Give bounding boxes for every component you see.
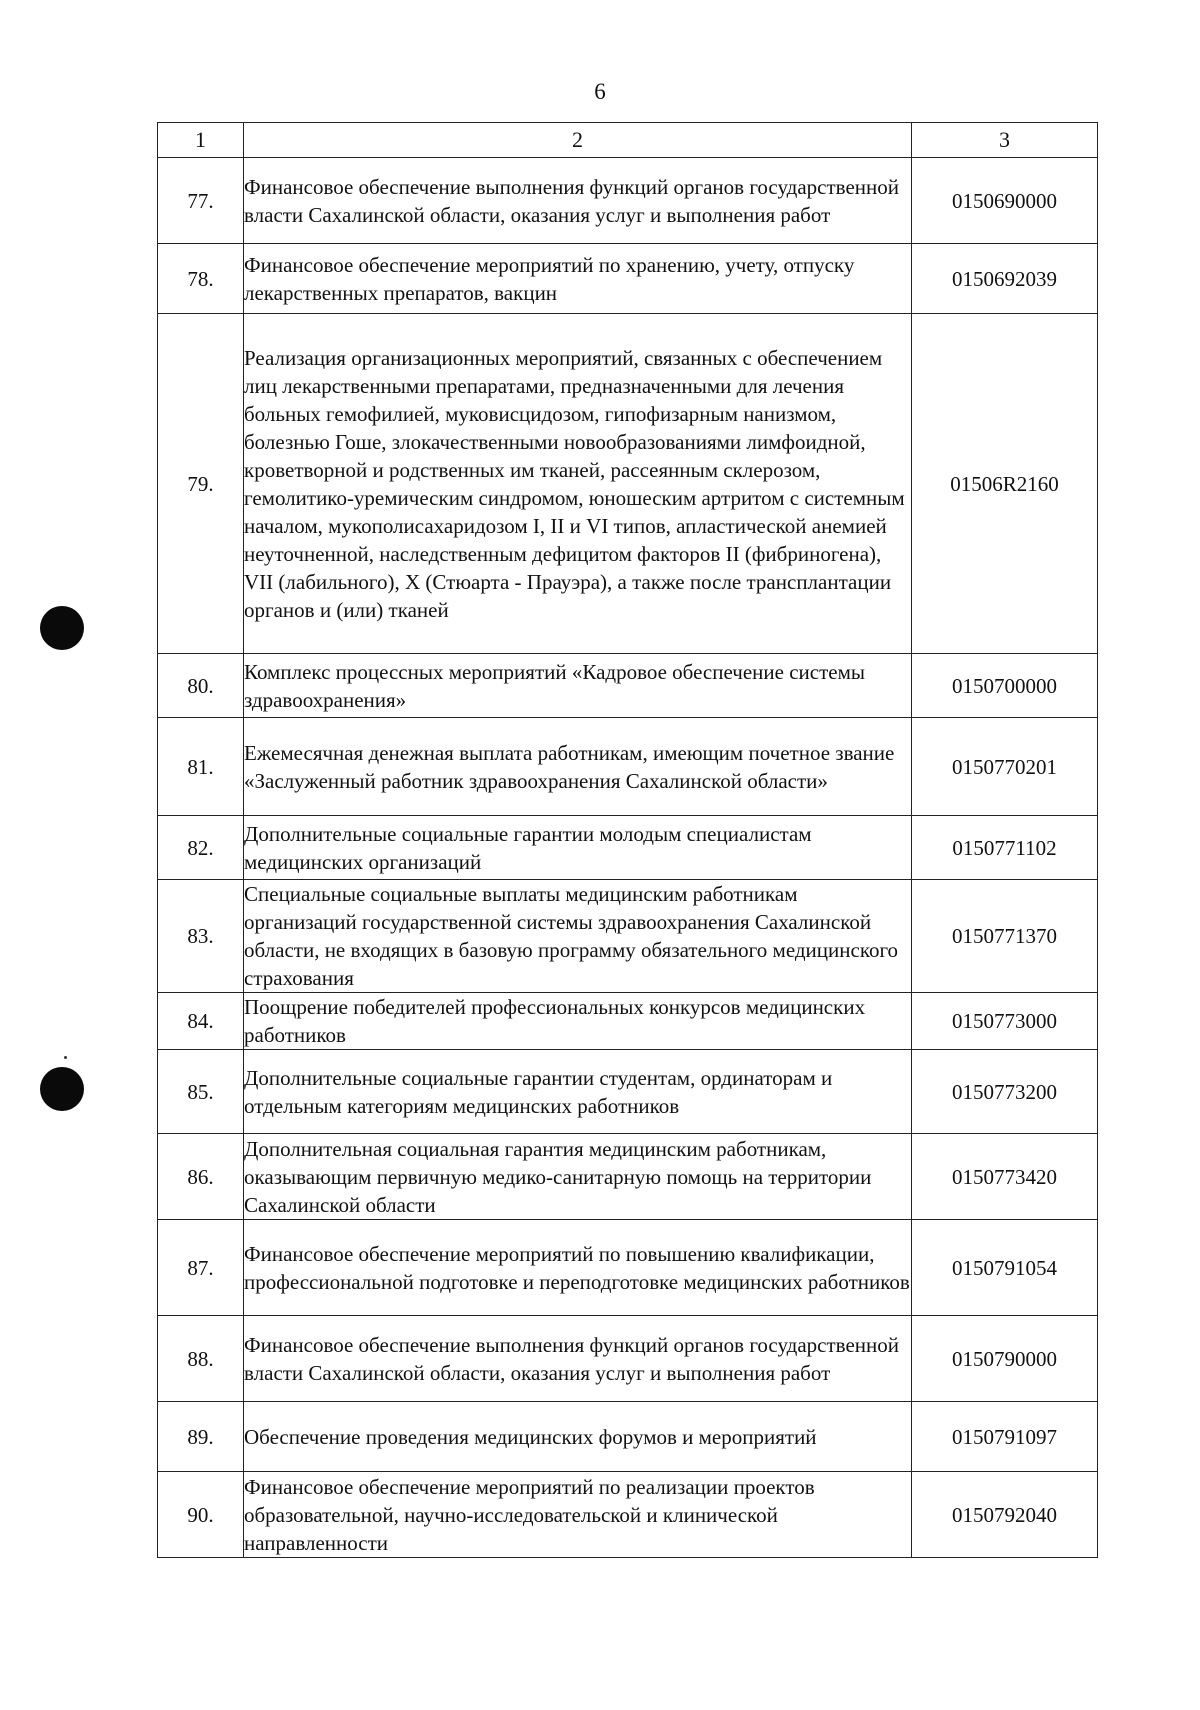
row-number: 81. (158, 718, 244, 816)
table-row (158, 718, 1098, 816)
column-header-description: 2 (244, 123, 912, 158)
row-code: 0150773200 (912, 1050, 1098, 1134)
row-number: 83. (158, 880, 244, 993)
row-description: Обеспечение проведения медицинских форумов и мероприятий (244, 1402, 912, 1472)
row-description: Поощрение победителей профессиональных конкурсов медицинских работников (244, 993, 912, 1050)
row-number: 80. (158, 654, 244, 718)
row-number: 89. (158, 1402, 244, 1472)
row-code: 0150791097 (912, 1402, 1098, 1472)
table-row (158, 654, 1098, 718)
row-code: 01506R2160 (912, 314, 1098, 654)
page-number: 6 (594, 79, 606, 104)
row-code: 0150773420 (912, 1134, 1098, 1220)
row-number: 85. (158, 1050, 244, 1134)
row-number: 77. (158, 158, 244, 244)
row-description: Финансовое обеспечение выполнения функций органов государственной власти Сахалинской области, оказания услуг и выполнения работ (244, 1316, 912, 1402)
row-number: 86. (158, 1134, 244, 1220)
table-row (158, 816, 1098, 880)
table-row (158, 1316, 1098, 1402)
row-code: 0150791054 (912, 1220, 1098, 1316)
row-number: 82. (158, 816, 244, 880)
punch-hole (40, 1067, 84, 1111)
row-code: 0150771370 (912, 880, 1098, 993)
row-code: 0150770201 (912, 718, 1098, 816)
row-description: Финансовое обеспечение мероприятий по хранению, учету, отпуску лекарственных препаратов, вакцин (244, 244, 912, 314)
scan-speck (64, 1056, 67, 1059)
table-row (158, 314, 1098, 654)
row-code: 0150773000 (912, 993, 1098, 1050)
budget-codes-table (157, 122, 1098, 1558)
row-description: Финансовое обеспечение мероприятий по реализации проектов образовательной, научно-исследовательской и клинической направленности (244, 1472, 912, 1558)
table-row (158, 1402, 1098, 1472)
row-code: 0150690000 (912, 158, 1098, 244)
table-row (158, 993, 1098, 1050)
row-code: 0150792040 (912, 1472, 1098, 1558)
row-code: 0150700000 (912, 654, 1098, 718)
row-description: Ежемесячная денежная выплата работникам, имеющим почетное звание «Заслуженный работник здравоохранения Сахалинской области» (244, 718, 912, 816)
table-row (158, 1220, 1098, 1316)
row-number: 88. (158, 1316, 244, 1402)
row-description: Комплекс процессных мероприятий «Кадровое обеспечение системы здравоохранения» (244, 654, 912, 718)
row-description: Дополнительные социальные гарантии студентам, ординаторам и отдельным категориям медицинских работников (244, 1050, 912, 1134)
table-row (158, 880, 1098, 993)
row-code: 0150692039 (912, 244, 1098, 314)
row-description: Дополнительная социальная гарантия медицинским работникам, оказывающим первичную медико-санитарную помощь на территории Сахалинской области (244, 1134, 912, 1220)
row-number: 87. (158, 1220, 244, 1316)
table-row (158, 1050, 1098, 1134)
row-description: Реализация организационных мероприятий, связанных с обеспечением лиц лекарственными препаратами, предназначенными для лечения больных гемофилией, муковисцидозом, гипофизарным нанизмом, болезнью Гоше, злокачественными новообразованиями лимфоидной, кроветворной и родственных им тканей, рассеянным склерозом, гемолитико-уремическим синдромом, юношеским артритом с системным началом, мукополисахаридозом I, II и VI типов, апластической анемией неуточненной, наследственным дефицитом факторов II (фибриногена), VII (лабильного), X (Стюарта - Прауэра), а также после трансплантации органов и (или) тканей (244, 314, 912, 654)
table-row (158, 1134, 1098, 1220)
row-number: 78. (158, 244, 244, 314)
punch-hole (40, 606, 84, 650)
row-description: Финансовое обеспечение выполнения функций органов государственной власти Сахалинской области, оказания услуг и выполнения работ (244, 158, 912, 244)
table-row (158, 158, 1098, 244)
table-row (158, 1472, 1098, 1558)
table-row (158, 244, 1098, 314)
row-code: 0150771102 (912, 816, 1098, 880)
row-code: 0150790000 (912, 1316, 1098, 1402)
table-header-row (158, 123, 1098, 158)
row-number: 90. (158, 1472, 244, 1558)
row-number: 79. (158, 314, 244, 654)
column-header-number: 1 (158, 123, 244, 158)
row-description: Финансовое обеспечение мероприятий по повышению квалификации, профессиональной подготовке и переподготовке медицинских работников (244, 1220, 912, 1316)
row-description: Специальные социальные выплаты медицинским работникам организаций государственной системы здравоохранения Сахалинской области, не входящих в базовую программу обязательного медицинского страхования (244, 880, 912, 993)
column-header-code: 3 (912, 123, 1098, 158)
row-number: 84. (158, 993, 244, 1050)
row-description: Дополнительные социальные гарантии молодым специалистам медицинских организаций (244, 816, 912, 880)
